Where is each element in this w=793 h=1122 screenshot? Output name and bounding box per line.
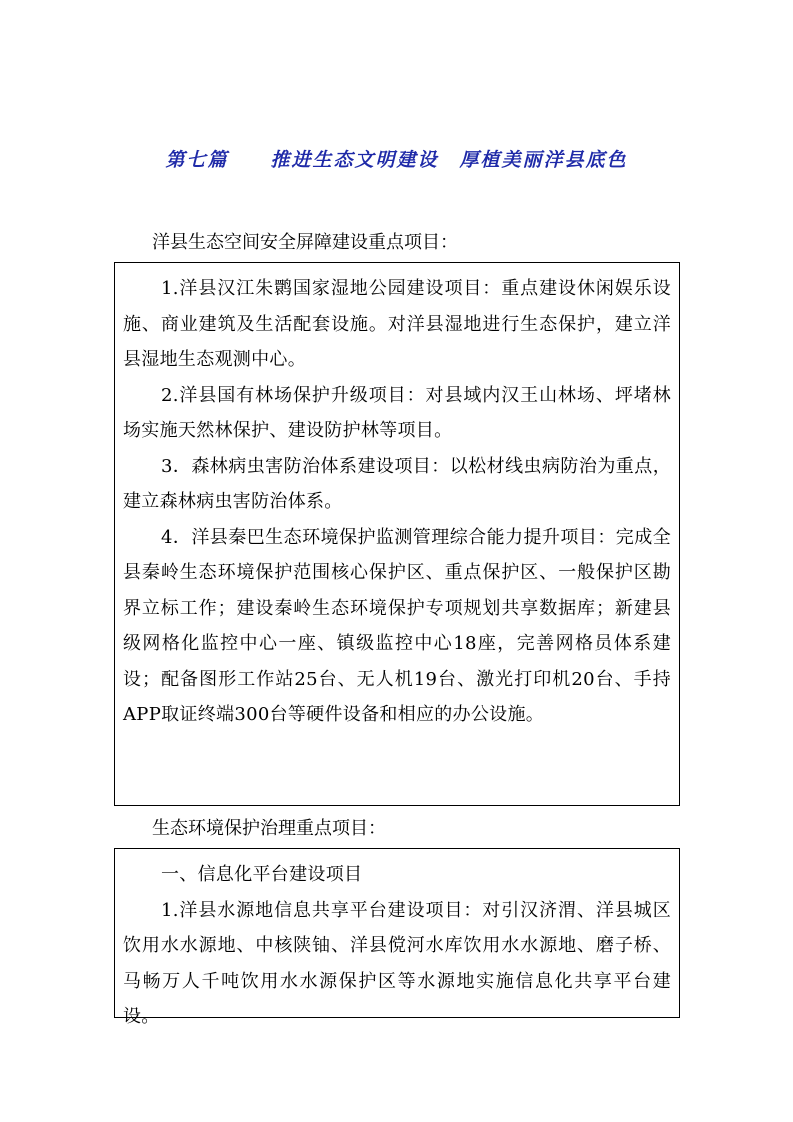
section-heading-environmental-governance: 生态环境保护治理重点项目： <box>152 818 386 839</box>
project-box-ecological-barrier <box>114 262 680 806</box>
project-item-forest-farm: 2.洋县国有林场保护升级项目：对县域内汉王山林场、坪堵林场实施天然林保护、建设防护林等项目。 <box>123 384 671 441</box>
project-item-wetland-park: 1.洋县汉江朱鹮国家湿地公园建设项目：重点建设休闲娱乐设施、商业建筑及生活配套设施。对洋县湿地进行生态保护，建立洋县湿地生态观测中心。 <box>123 278 671 370</box>
project-box-environmental-governance <box>114 848 680 1027</box>
project-subheading-informatization: 一、信息化平台建设项目 <box>161 864 363 885</box>
project-item-water-source-platform: 1.洋县水源地信息共享平台建设项目：对引汉济渭、洋县城区饮用水水源地、中核陕铀、洋县傥河水库饮用水水源地、磨子桥、马畅万人千吨饮用水水源保护区等水源地实施信息化共享平台建设。 <box>123 899 671 1027</box>
section-heading-ecological-barrier: 洋县生态空间安全屏障建设重点项目： <box>152 232 458 253</box>
chapter-title: 第七篇 推进生态文明建设 厚植美丽洋县底色 <box>165 149 628 171</box>
project-item-pest-control: 3．森林病虫害防治体系建设项目：以松材线虫病防治为重点，建立森林病虫害防治体系。 <box>123 455 671 512</box>
project-item-monitoring-capacity: 4．洋县秦巴生态环境保护监测管理综合能力提升项目：完成全县秦岭生态环境保护范围核心保护区、重点保护区、一般保护区勘界立标工作；建设秦岭生态环境保护专项规划共享数据库；新建县级网格化监控中心一座、镇级监控中心18座，完善网格员体系建设；配备图形工作站25台、无人机19台、激光打印机20台、手持APP取证终端300台等硬件设备和相应的办公设施。 <box>123 526 671 725</box>
